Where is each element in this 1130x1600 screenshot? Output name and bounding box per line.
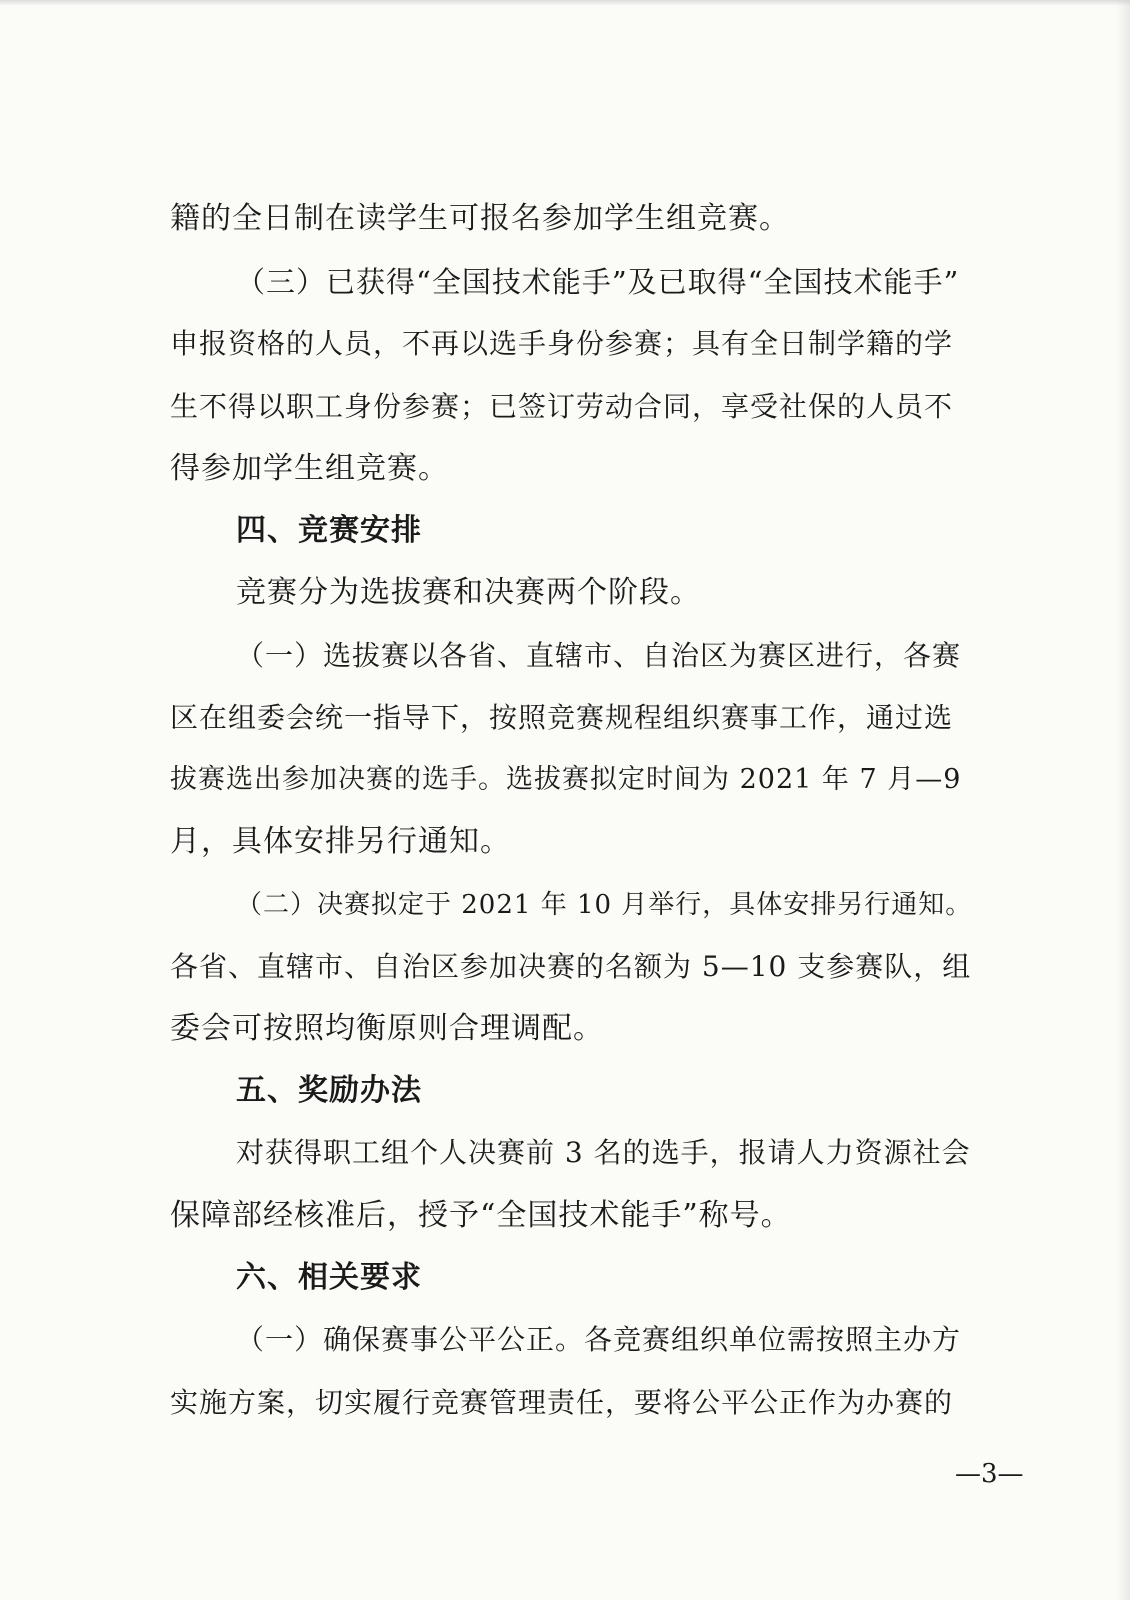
section-heading-5: 五、奖励办法: [236, 1073, 422, 1108]
scan-right-edge: [1116, 0, 1130, 1600]
scan-top-edge: [0, 0, 1130, 6]
section-4-item-1-line-1: （一）选拔赛以各省、直辖市、自治区为赛区进行，各赛: [236, 639, 962, 672]
section-4-item-1-line-2: 区在组委会统一指导下，按照竞赛规程组织赛事工作，通过选: [170, 701, 954, 734]
paragraph-3-line-1: （三）已获得“全国技术能手”及已取得“全国技术能手”: [236, 265, 960, 299]
section-5-line-2: 保障部经核准后，授予“全国技术能手”称号。: [170, 1198, 792, 1233]
body-line-1: 籍的全日制在读学生可报名参加学生组竞赛。: [170, 201, 790, 236]
section-6-item-1-line-2: 实施方案，切实履行竞赛管理责任，要将公平公正作为办赛的: [170, 1386, 954, 1419]
section-6-item-1-line-1: （一）确保赛事公平公正。各竞赛组织单位需按照主办方: [236, 1323, 962, 1356]
section-4-item-1-line-3: 拔赛选出参加决赛的选手。选拔赛拟定时间为 2021 年 7 月—9: [170, 764, 962, 795]
section-4-intro: 竞赛分为选拔赛和决赛两个阶段。: [236, 575, 701, 610]
page-number: —3—: [955, 1459, 1024, 1489]
paragraph-3-line-4: 得参加学生组竞赛。: [170, 451, 449, 486]
section-4-item-2-line-3: 委会可按照均衡原则合理调配。: [170, 1011, 604, 1046]
section-5-line-1: 对获得职工组个人决赛前 3 名的选手，报请人力资源社会: [236, 1136, 971, 1169]
section-heading-6: 六、相关要求: [236, 1260, 422, 1295]
paragraph-3-line-2: 申报资格的人员，不再以选手身份参赛；具有全日制学籍的学: [170, 327, 954, 360]
section-heading-4: 四、竞赛安排: [236, 513, 422, 548]
section-4-item-2-line-1: （二）决赛拟定于 2021 年 10 月举行，具体安排另行通知。: [236, 890, 973, 920]
paragraph-3-line-3: 生不得以职工身份参赛；已签订劳动合同，享受社保的人员不: [170, 390, 954, 423]
section-4-item-1-line-4: 月，具体安排另行通知。: [170, 824, 511, 859]
section-4-item-2-line-2: 各省、直辖市、自治区参加决赛的名额为 5—10 支参赛队，组: [170, 950, 972, 983]
